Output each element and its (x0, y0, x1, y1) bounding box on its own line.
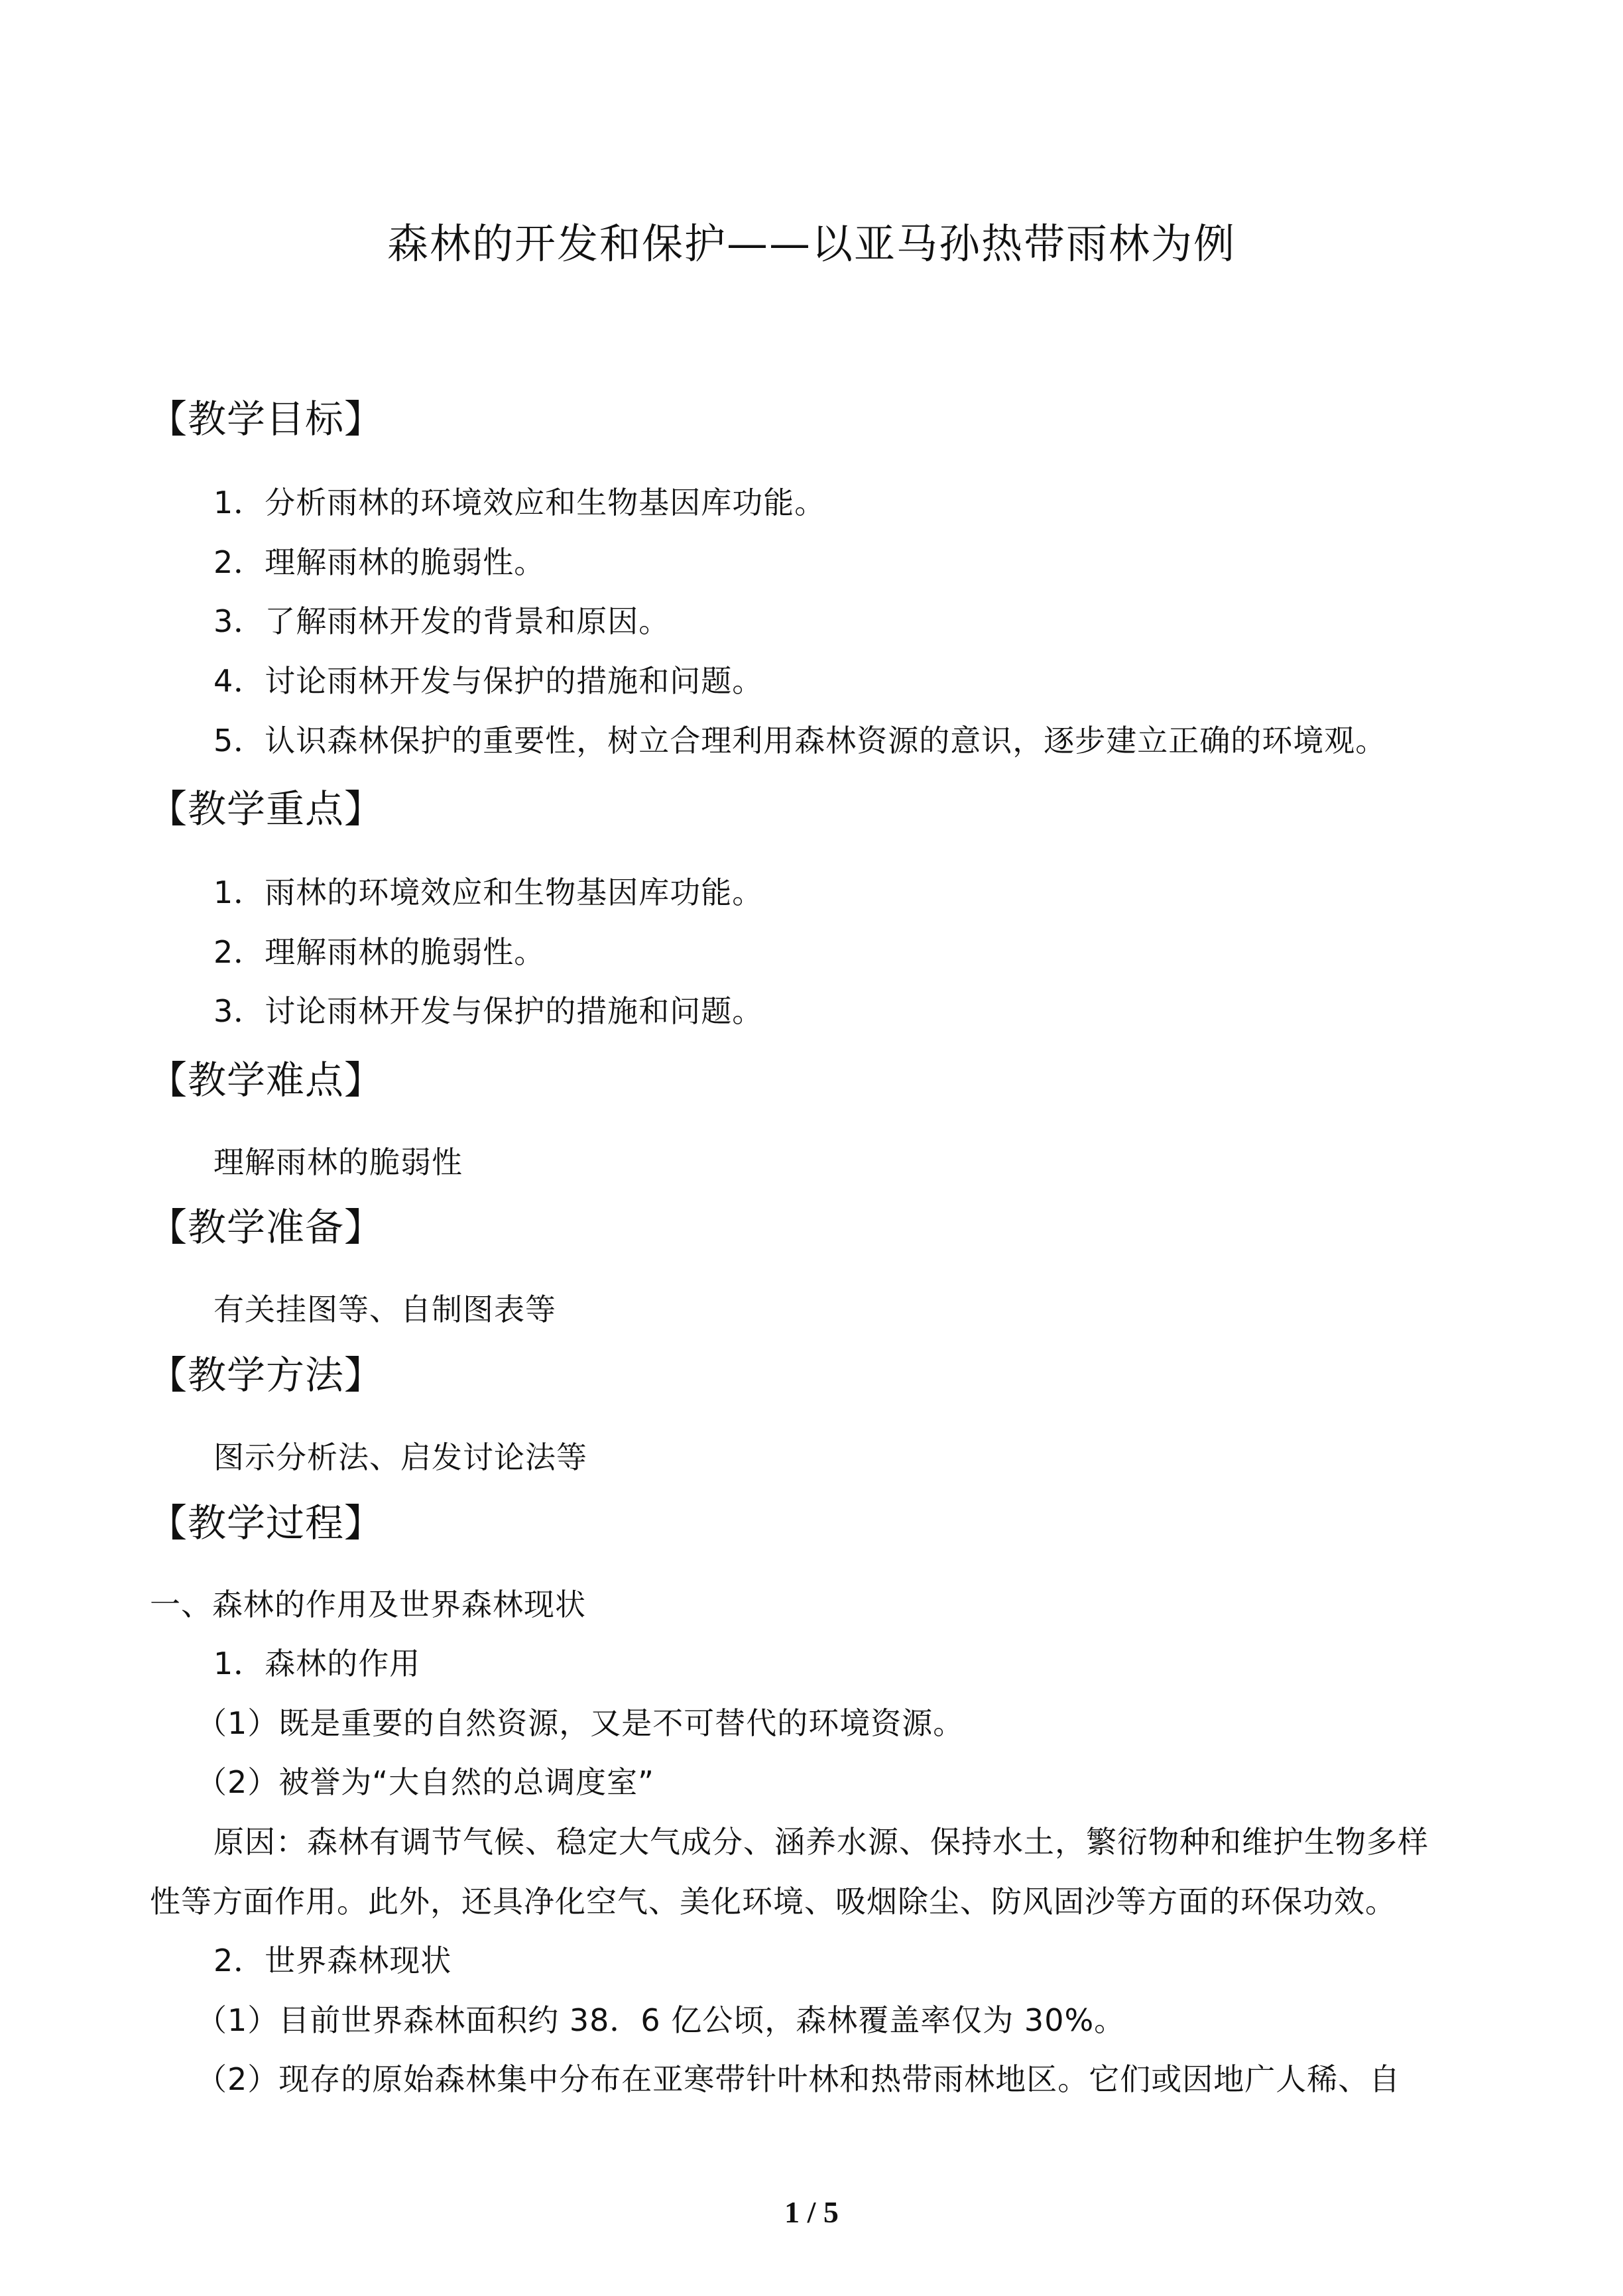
goal-item-4: 4．讨论雨林开发与保护的措施和问题。 (213, 663, 764, 699)
section-heading-goals: 【教学目标】 (149, 396, 384, 442)
goal-item-5: 5．认识森林保护的重要性，树立合理利用森林资源的意识，逐步建立正确的环境观。 (213, 723, 1387, 758)
section-heading-process: 【教学过程】 (149, 1500, 384, 1545)
goal-item-3: 3．了解雨林开发的背景和原因。 (213, 603, 670, 639)
document-title: 森林的开发和保护——以亚马孙热带雨林为例 (387, 219, 1236, 268)
section-heading-key-points: 【教学重点】 (149, 786, 384, 831)
goal-item-2: 2．理解雨林的脆弱性。 (213, 544, 546, 580)
process-line-5: 原因：森林有调节气候、稳定大气成分、涵养水源、保持水土，繁衍物种和维护生物多样 (213, 1824, 1429, 1860)
process-line-9: （2）现存的原始森林集中分布在亚寒带针叶林和热带雨林地区。它们或因地广人稀、自 (196, 2061, 1401, 2097)
preparation-text: 有关挂图等、自制图表等 (213, 1292, 556, 1327)
difficulties-text: 理解雨林的脆弱性 (213, 1144, 463, 1180)
process-line-2: 1．森林的作用 (213, 1646, 421, 1681)
key-point-item-3: 3．讨论雨林开发与保护的措施和问题。 (213, 993, 764, 1029)
process-line-3: （1）既是重要的自然资源，又是不可替代的环境资源。 (196, 1705, 965, 1741)
process-line-6: 性等方面作用。此外，还具净化空气、美化环境、吸烟除尘、防风固沙等方面的环保功效。 (150, 1884, 1396, 1919)
section-heading-methods: 【教学方法】 (149, 1353, 384, 1398)
section-heading-difficulties: 【教学难点】 (149, 1057, 384, 1103)
process-line-8: （1）目前世界森林面积约 38．6 亿公顷，森林覆盖率仅为 30%。 (196, 2002, 1126, 2038)
process-line-7: 2．世界森林现状 (213, 1943, 452, 1978)
section-heading-preparation: 【教学准备】 (149, 1205, 384, 1250)
process-line-1: 一、森林的作用及世界森林现状 (150, 1587, 586, 1622)
goal-item-1: 1．分析雨林的环境效应和生物基因库功能。 (213, 485, 826, 520)
key-point-item-2: 2．理解雨林的脆弱性。 (213, 934, 546, 970)
methods-text: 图示分析法、启发讨论法等 (213, 1439, 587, 1475)
page-number: 1 / 5 (784, 2195, 839, 2229)
process-line-4: （2）被誉为“大自然的总调度室” (196, 1764, 654, 1800)
key-point-item-1: 1．雨林的环境效应和生物基因库功能。 (213, 875, 764, 910)
